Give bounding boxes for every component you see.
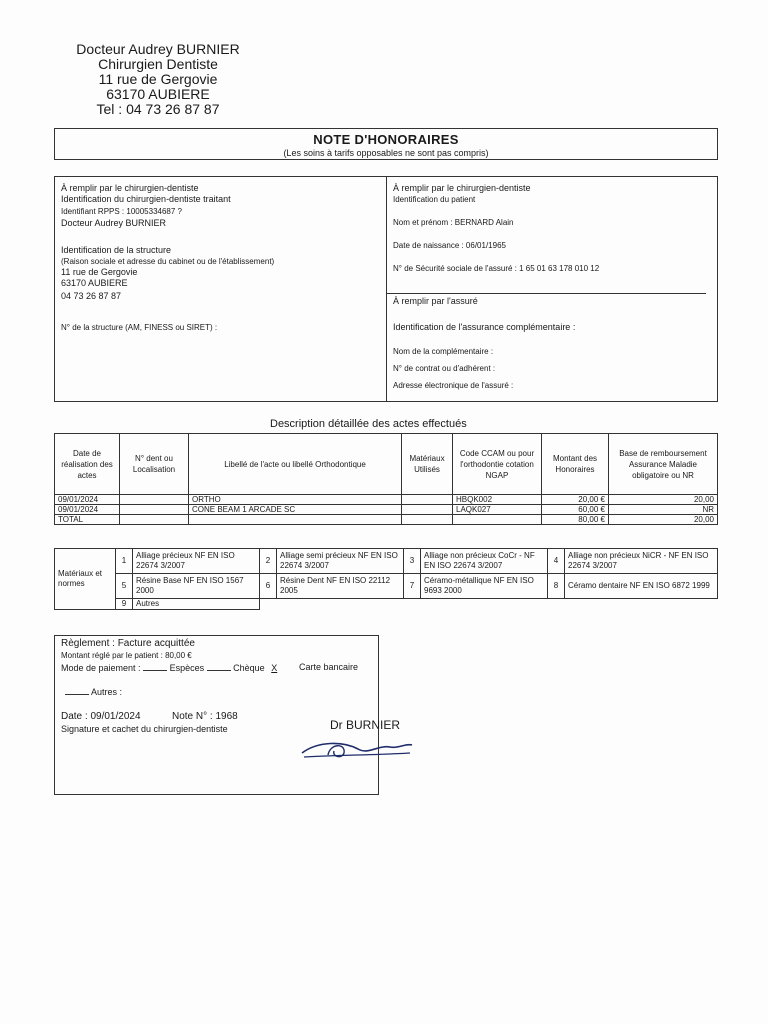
material-number: 7 bbox=[404, 574, 421, 599]
row-code: LAQK027 bbox=[453, 505, 542, 515]
header-amount: Montant des Honoraires bbox=[542, 434, 609, 495]
payment-check: Chèque bbox=[233, 663, 265, 673]
other-blank bbox=[65, 686, 89, 695]
payment-cash: Espèces bbox=[169, 663, 205, 673]
payment-other-label: Autres : bbox=[91, 687, 123, 697]
row-amount: 20,00 € bbox=[542, 495, 609, 505]
row-label: CONE BEAM 1 ARCADE SC bbox=[189, 505, 402, 515]
document-title-box bbox=[54, 128, 718, 160]
header-code: Code CCAM ou pour l'orthodontie cotation NGAP bbox=[453, 434, 542, 495]
row-date: 09/01/2024 bbox=[55, 505, 120, 515]
material-number: 1 bbox=[116, 549, 133, 574]
total-label: TOTAL bbox=[55, 515, 120, 525]
material-number: 8 bbox=[548, 574, 565, 599]
structure-label: Identification de la structure bbox=[61, 245, 172, 255]
material-item: Alliage non précieux NiCR - NF EN ISO 22674 3/2007 bbox=[565, 549, 718, 574]
materials-row bbox=[55, 599, 718, 610]
practitioner-name: Docteur Audrey BURNIER bbox=[61, 218, 167, 228]
structure-phone: 04 73 26 87 87 bbox=[61, 291, 122, 301]
row-code: HBQK002 bbox=[453, 495, 542, 505]
payment-mode-label: Mode de paiement : bbox=[61, 663, 141, 673]
insured-email: Adresse électronique de l'assuré : bbox=[393, 381, 514, 390]
doctor-name: Docteur Audrey BURNIER bbox=[76, 41, 240, 57]
identification-box bbox=[54, 176, 718, 402]
identification-divider bbox=[386, 177, 387, 401]
insured-heading: À remplir par l'assuré bbox=[393, 296, 478, 306]
header-tooth: N° dent ou Localisation bbox=[120, 434, 189, 495]
doctor-street: 11 rue de Gergovie bbox=[98, 71, 218, 87]
materials-label: Matériaux et normes bbox=[55, 549, 116, 610]
structure-city: 63170 AUBIERE bbox=[61, 278, 128, 288]
document-subtitle: (Les soins à tarifs opposables ne sont pas compris) bbox=[283, 148, 489, 158]
complementary-label: Identification de l'assurance complémentaire : bbox=[393, 322, 576, 332]
materials-row bbox=[55, 574, 718, 599]
row-amount: 60,00 € bbox=[542, 505, 609, 515]
material-item: Alliage précieux NF EN ISO 22674 3/2007 bbox=[133, 549, 260, 574]
practitioner-letterhead bbox=[0, 42, 316, 117]
structure-street: 11 rue de Gergovie bbox=[61, 267, 138, 277]
payment-other bbox=[65, 686, 122, 698]
row-tooth bbox=[120, 495, 189, 505]
doctor-phone: Tel : 04 73 26 87 87 bbox=[96, 101, 220, 117]
patient-name: Nom et prénom : BERNARD Alain bbox=[393, 218, 514, 227]
patient-ssn: N° de Sécurité sociale de l'assuré : 1 65 01 63 178 010 12 bbox=[393, 264, 600, 273]
signature-name: Dr BURNIER bbox=[330, 718, 401, 732]
signature-label: Signature et cachet du chirurgien-dentiste bbox=[61, 724, 228, 734]
header-materials: Matériaux Utilisés bbox=[402, 434, 453, 495]
row-base: 20,00 bbox=[609, 495, 718, 505]
material-item: Autres bbox=[133, 599, 260, 610]
patient-dob: Date de naissance : 06/01/1965 bbox=[393, 241, 506, 250]
payment-note-number: Note N° : 1968 bbox=[172, 711, 238, 722]
complementary-name: Nom de la complémentaire : bbox=[393, 347, 494, 356]
practitioner-id-label: Identification du chirurgien-dentiste traitant bbox=[61, 194, 231, 204]
material-item: Céramo dentaire NF EN ISO 6872 1999 bbox=[565, 574, 718, 599]
payment-amount: Montant réglé par le patient : 80,00 € bbox=[61, 651, 192, 660]
row-materials bbox=[402, 505, 453, 515]
total-amount: 80,00 € bbox=[542, 515, 609, 525]
material-item: Résine Base NF EN ISO 1567 2000 bbox=[133, 574, 260, 599]
total-base: 20,00 bbox=[609, 515, 718, 525]
material-item: Résine Dent NF EN ISO 22112 2005 bbox=[277, 574, 404, 599]
card-mark: X bbox=[271, 663, 278, 673]
table-row bbox=[55, 505, 718, 515]
material-item: Alliage non précieux CoCr - NF EN ISO 22674 3/2007 bbox=[421, 549, 548, 574]
total-row bbox=[55, 515, 718, 525]
header-label: Libellé de l'acte ou libellé Orthodontique bbox=[189, 434, 402, 495]
materials-table bbox=[54, 548, 718, 610]
materials-row bbox=[55, 549, 718, 574]
material-number: 4 bbox=[548, 549, 565, 574]
handwritten-signature-icon bbox=[298, 733, 418, 763]
document-title: NOTE D'HONORAIRES bbox=[313, 132, 459, 147]
acts-table bbox=[54, 433, 718, 525]
row-tooth bbox=[120, 505, 189, 515]
cash-blank bbox=[143, 662, 167, 671]
contract-number: N° de contrat ou d'adhérent : bbox=[393, 364, 496, 373]
payment-card: Carte bancaire bbox=[299, 662, 359, 672]
acts-caption: Description détaillée des actes effectués bbox=[270, 418, 467, 430]
material-number: 9 bbox=[116, 599, 133, 610]
material-number: 2 bbox=[260, 549, 277, 574]
material-item: Alliage semi précieux NF EN ISO 22674 3/2007 bbox=[277, 549, 404, 574]
check-blank bbox=[207, 662, 231, 671]
header-date: Date de réalisation des actes bbox=[55, 434, 120, 495]
practitioner-rpps: Identifiant RPPS : 10005334687 ? bbox=[61, 207, 182, 216]
material-number: 3 bbox=[404, 549, 421, 574]
row-base: NR bbox=[609, 505, 718, 515]
payment-box bbox=[54, 635, 379, 795]
structure-sublabel: (Raison sociale et adresse du cabinet ou de l'établissement) bbox=[61, 257, 275, 266]
doctor-city: 63170 AUBIERE bbox=[106, 86, 210, 102]
acts-header-row bbox=[55, 434, 718, 495]
practitioner-heading: À remplir par le chirurgien-dentiste bbox=[61, 183, 199, 193]
payment-date: Date : 09/01/2024 bbox=[61, 711, 141, 722]
payment-title: Règlement : Facture acquittée bbox=[61, 638, 195, 649]
patient-divider bbox=[386, 293, 706, 294]
doctor-title: Chirurgien Dentiste bbox=[98, 56, 218, 72]
patient-id-label: Identification du patient bbox=[393, 195, 476, 204]
row-materials bbox=[402, 495, 453, 505]
payment-mode bbox=[61, 662, 281, 674]
table-row bbox=[55, 495, 718, 505]
row-date: 09/01/2024 bbox=[55, 495, 120, 505]
material-number: 6 bbox=[260, 574, 277, 599]
row-label: ORTHO bbox=[189, 495, 402, 505]
header-base: Base de remboursement Assurance Maladie obligatoire ou NR bbox=[609, 434, 718, 495]
material-number: 5 bbox=[116, 574, 133, 599]
patient-heading: À remplir par le chirurgien-dentiste bbox=[393, 183, 531, 193]
structure-number: N° de la structure (AM, FINESS ou SIRET) : bbox=[61, 323, 218, 332]
material-item: Céramo-métallique NF EN ISO 9693 2000 bbox=[421, 574, 548, 599]
